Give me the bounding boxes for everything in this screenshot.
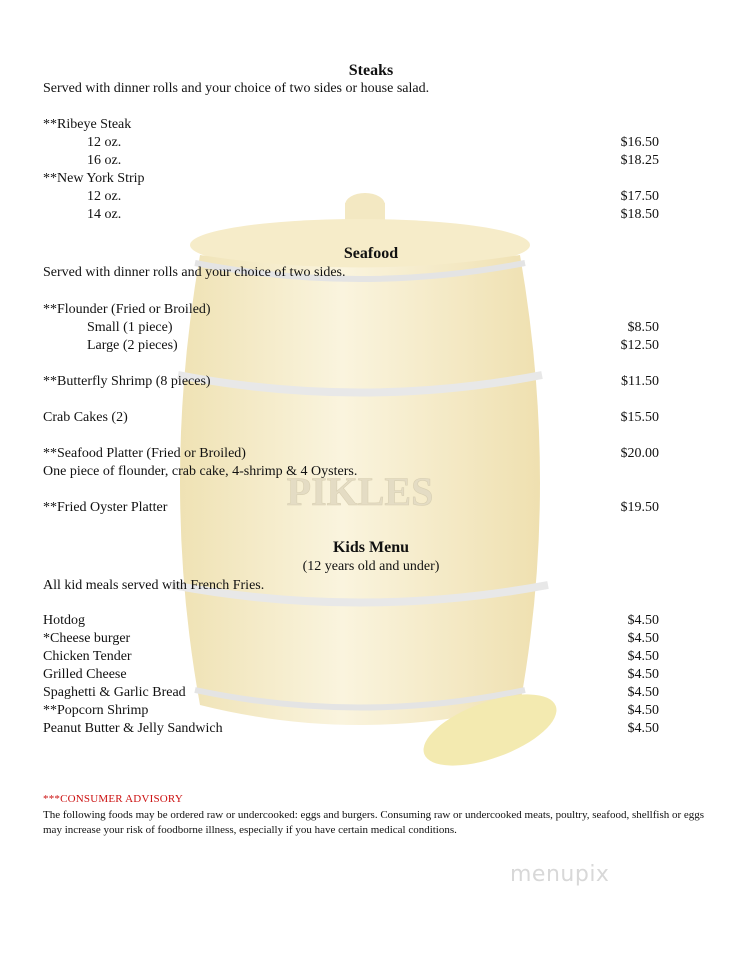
menu-item-name: Spaghetti & Garlic Bread [43,685,186,700]
menu-item-name: **Ribeye Steak [43,117,132,132]
menu-item-name: **Fried Oyster Platter [43,500,168,515]
menu-item-name: Small (1 piece) [87,320,173,335]
menu-item-name: **Butterfly Shrimp (8 pieces) [43,374,211,389]
menu-item-name: **Seafood Platter (Fried or Broiled) [43,446,246,461]
menu-item-description: One piece of flounder, crab cake, 4-shrimp & 4 Oysters. [43,464,358,479]
menu-item-price: $4.50 [627,649,659,664]
barrel-label: PIKLES [286,469,434,514]
seafood-intro: Served with dinner rolls and your choice of two sides. [43,265,346,280]
menu-item-name: *Cheese burger [43,631,131,646]
menu-item-name: Crab Cakes (2) [43,410,128,425]
steaks-intro: Served with dinner rolls and your choice of two sides or house salad. [43,81,430,96]
menu-item-price: $20.00 [620,446,659,461]
kids-menu-subtitle: (12 years old and under) [302,559,440,574]
menu-item-name: **Popcorn Shrimp [43,703,149,718]
menu-item-price: $19.50 [620,500,659,515]
menu-item-price: $4.50 [627,613,659,628]
menu-item-name: 14 oz. [87,207,122,222]
menu-item-price: $17.50 [620,189,659,204]
menu-item-name: Peanut Butter & Jelly Sandwich [43,721,223,736]
consumer-advisory-title: ***CONSUMER ADVISORY [43,793,183,805]
seafood-heading: Seafood [343,245,399,262]
menu-item-price: $4.50 [627,667,659,682]
menu-item-name: **Flounder (Fried or Broiled) [43,302,211,317]
menupix-watermark: menupix [510,862,610,887]
menu-item-name: Grilled Cheese [43,667,127,682]
menu-item-price: $11.50 [621,374,659,389]
menu-item-price: $18.50 [620,207,659,222]
consumer-advisory-text: The following foods may be ordered raw or undercooked: eggs and burgers. Consuming raw or undercooked meats, poultry, seafood, shellfish or eggs may increase your risk of foodborne illness, especially if you have certain medical conditions. [43,809,705,836]
menu-item-price: $16.50 [620,135,659,150]
menu-item-name: 12 oz. [87,189,122,204]
menu-item-price: $8.50 [627,320,659,335]
menu-item-name: 16 oz. [87,153,122,168]
menu-item-price: $4.50 [627,631,659,646]
menu-item-price: $12.50 [620,338,659,353]
steaks-heading: Steaks [348,62,394,79]
kids-menu-heading: Kids Menu [332,539,409,556]
menu-item-price: $4.50 [627,721,659,736]
menu-item-name: 12 oz. [87,135,122,150]
menu-item-name: Hotdog [43,613,85,628]
menu-item-price: $4.50 [627,685,659,700]
menu-item-name: Chicken Tender [43,649,132,664]
menu-item-price: $15.50 [620,410,659,425]
menu-item-name: Large (2 pieces) [87,338,178,353]
menu-item-price: $18.25 [620,153,659,168]
menu-item-name: **New York Strip [43,171,145,186]
menu-item-price: $4.50 [627,703,659,718]
kids-menu-intro: All kid meals served with French Fries. [43,578,265,593]
